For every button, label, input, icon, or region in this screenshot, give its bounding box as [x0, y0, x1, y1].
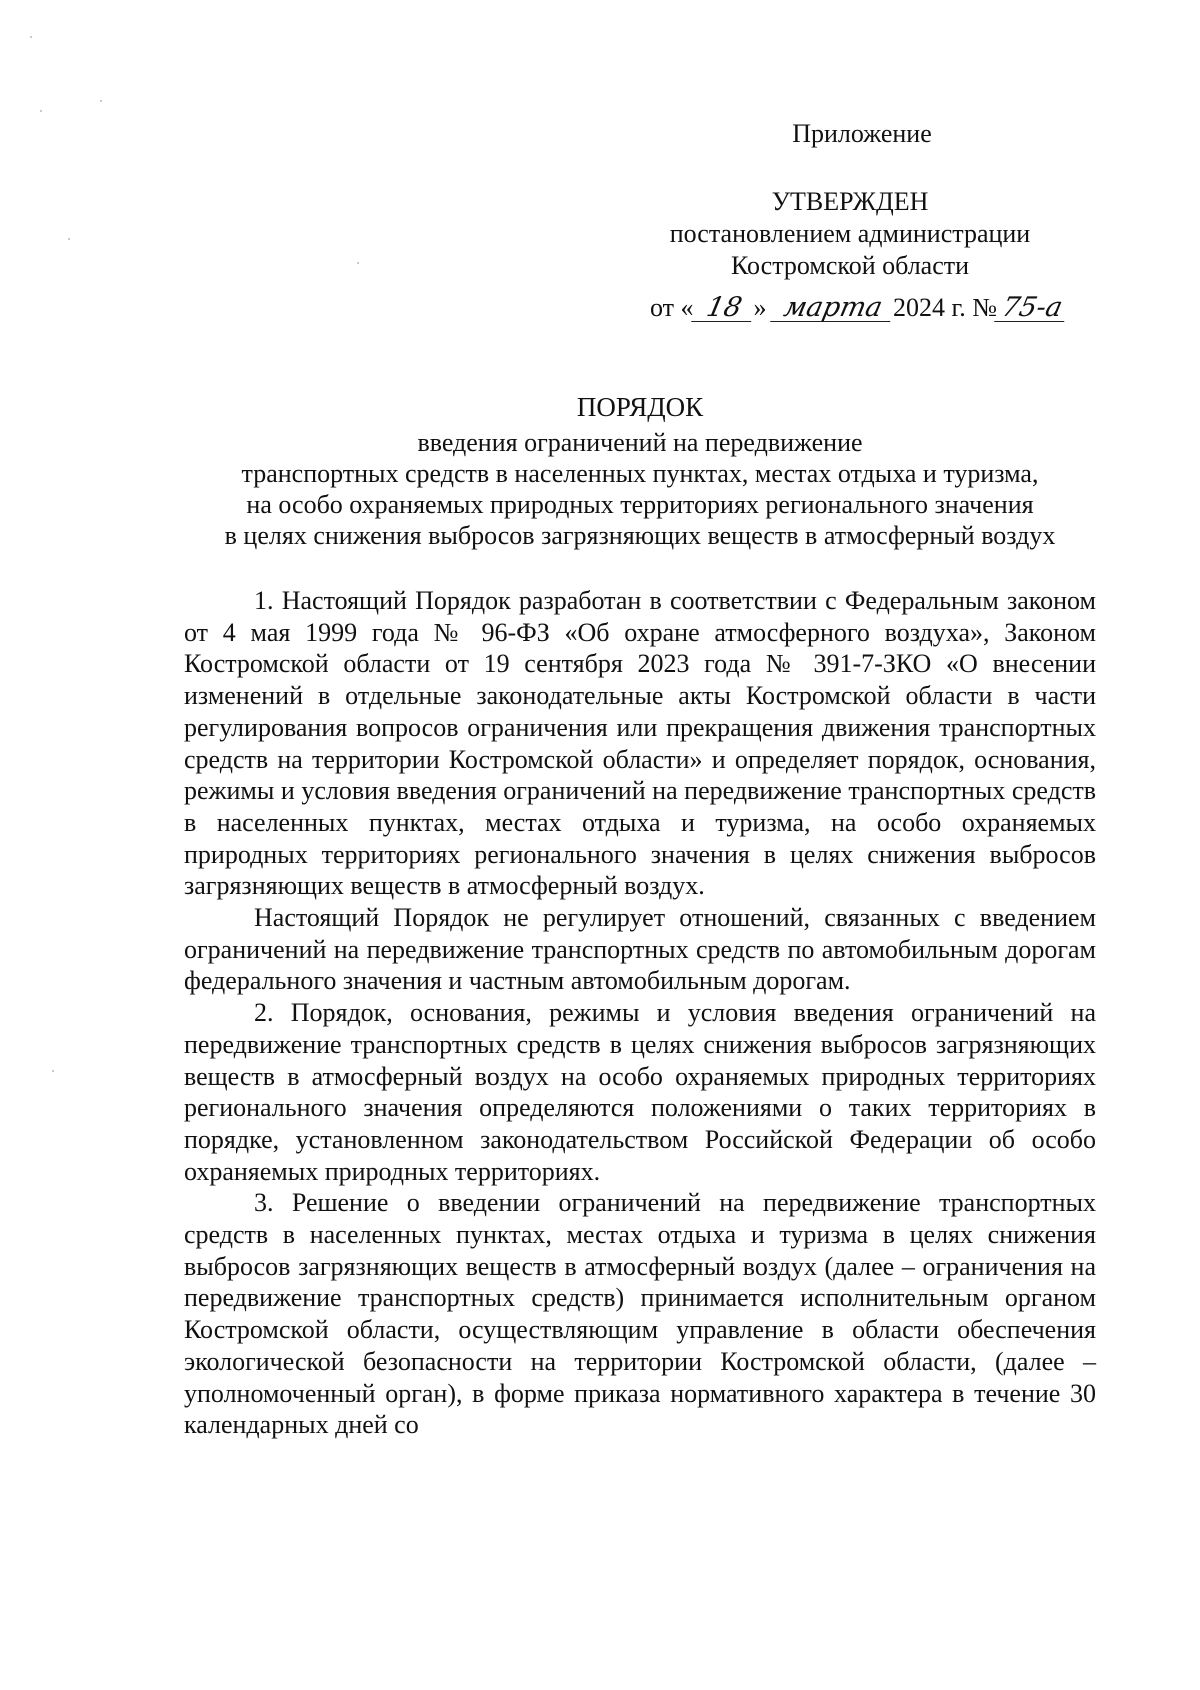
- subtitle-line-3: на особо охраняемых природных территориях регионального значения: [246, 490, 1034, 519]
- document-title-block: [160, 392, 1120, 551]
- paragraph-3: 2. Порядок, основания, режимы и условия введения ограничений на передвижение транспортных средств в целях снижения выбросов загрязняющих веществ в атмосферный воздух на особо охраняемых природных территориях регионального значения определяются положениями о таких территориях в порядке, установленном законодательством Российской Федерации об особо охраняемых природных территориях.: [184, 998, 1096, 1186]
- approved-by-line-2: Костромской области: [730, 251, 970, 280]
- speck: [40, 110, 42, 112]
- handwritten-month: марта: [770, 295, 896, 322]
- approval-block: [600, 186, 1100, 282]
- document-body: [184, 585, 1096, 1441]
- paragraph-4: 3. Решение о введении ограничений на передвижение транспортных средств в населенных пунктах, местах отдыха и туризма в целях снижения выбросов загрязняющих веществ в атмосферный воздух (далее – ограничения на передвижение транспортных средств) принимается исполнительным органом Костромской области, осуществляющим управление в области обеспечения экологической безопасности на территории Костромской области, (далее – уполномоченный орган), в форме приказа нормативного характера в течение 30 календарных дней со: [184, 1188, 1096, 1440]
- speck: [52, 1070, 54, 1072]
- date-year: 2024 г. №: [893, 293, 998, 322]
- document-title: ПОРЯДОК: [576, 392, 704, 422]
- handwritten-day: 18: [691, 295, 757, 322]
- approved-heading: УТВЕРЖДЕН: [771, 187, 929, 216]
- handwritten-number: 75-а: [994, 295, 1070, 322]
- subtitle-line-4: в целях снижения выбросов загрязняющих веществ в атмосферный воздух: [224, 521, 1056, 550]
- speck: [357, 262, 359, 264]
- subtitle-line-2: транспортных средств в населенных пунктах, местах отдыха и туризма,: [241, 459, 1039, 488]
- speck: [30, 36, 32, 38]
- paragraph-1: 1. Настоящий Порядок разработан в соответствии с Федеральным законом от 4 мая 1999 года № 96-ФЗ «Об охране атмосферного воздуха», Законом Костромской области от 19 сентября 2023 года № 391-7-ЗКО «О внесении изменений в отдельные законодательные акты Костромской области в части регулирования вопросов ограничения или прекращения движения транспортных средств на территории Костромской области» и определяет порядок, основания, режимы и условия введения ограничений на передвижение транспортных средств в населенных пунктах, местах отдыха и туризма, на особо охраняемых природных территориях регионального значения в целях снижения выбросов загрязняющих веществ в атмосферный воздух.: [184, 586, 1096, 901]
- paragraph-2: Настоящий Порядок не регулирует отношений, связанных с введением ограничений на передвижение транспортных средств по автомобильным дорогам федерального значения и частным автомобильным дорогам.: [184, 903, 1096, 996]
- resolution-date-line: [650, 292, 1150, 324]
- subtitle-line-1: введения ограничений на передвижение: [417, 428, 863, 457]
- appendix-label: Приложение: [792, 119, 932, 148]
- date-prefix: от «: [650, 293, 694, 322]
- approved-by-line-1: постановлением администрации: [669, 219, 1031, 248]
- date-mid: »: [753, 293, 767, 322]
- speck: [68, 238, 70, 240]
- speck: [100, 100, 102, 102]
